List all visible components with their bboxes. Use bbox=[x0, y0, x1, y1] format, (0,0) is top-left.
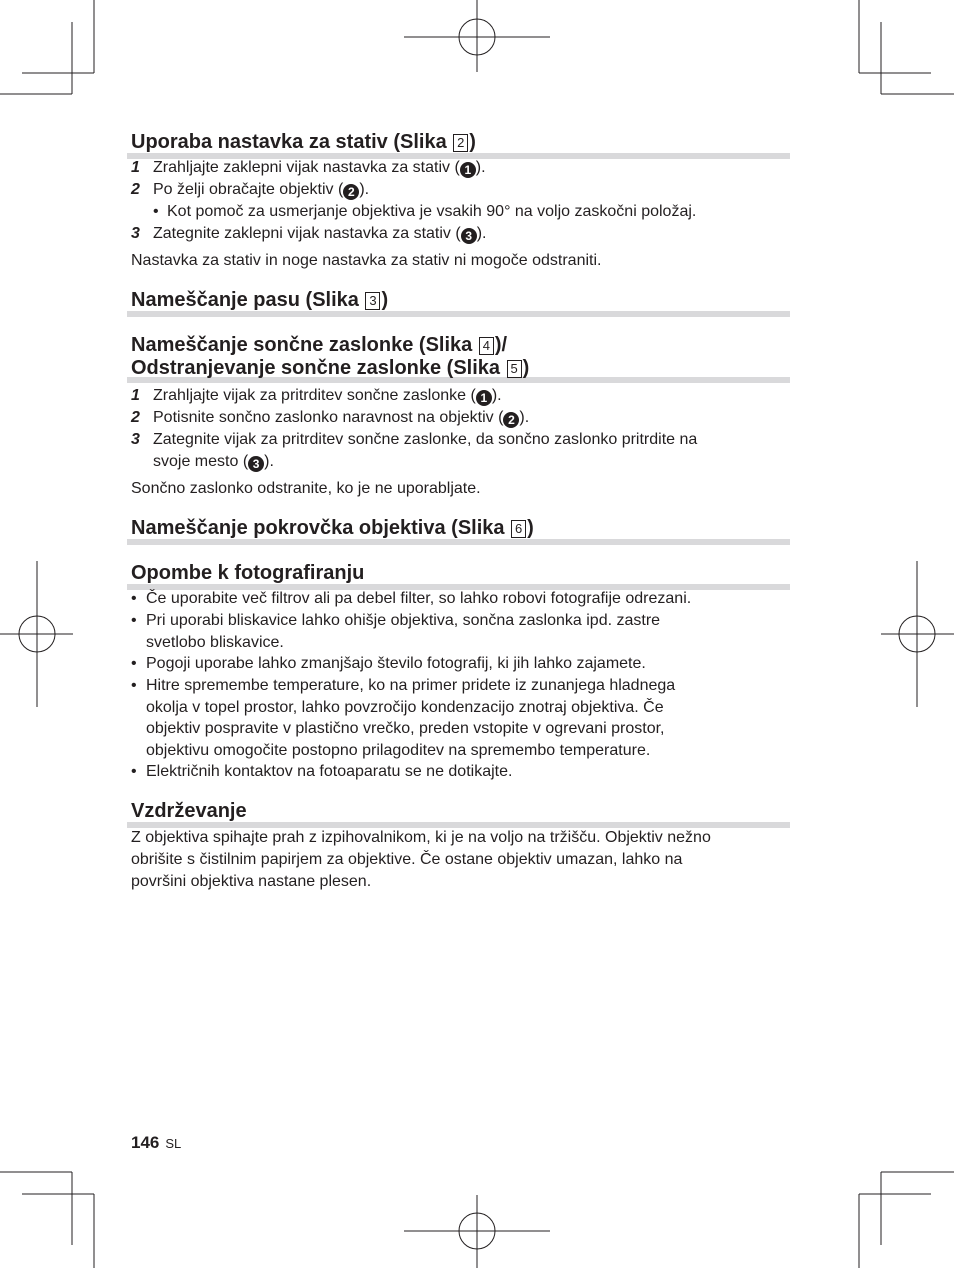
registration-mark bbox=[404, 0, 550, 72]
paragraph-line: Z objektiva spihajte prah z izpihovalnikom, ki je na voljo na tržišču. Objektiv nežno bbox=[131, 829, 711, 846]
heading-text: ) bbox=[527, 517, 534, 539]
step-text: ). bbox=[491, 387, 502, 404]
section-heading-notes bbox=[127, 562, 790, 590]
bullet-text: Pri uporabi bliskavice lahko ohišje objektiva, sončna zaslonka ipd. zastre bbox=[146, 612, 661, 629]
language-code: SL bbox=[165, 1136, 182, 1151]
bullet-text: objektivu omogočite postopno prilagoditev na spremembo temperature. bbox=[146, 742, 651, 759]
step-text: Zrahljajte zaklepni vijak nastavka za stativ ( bbox=[153, 159, 460, 176]
step-text: Zrahljajte vijak za pritrditev sončne zaslonke ( bbox=[153, 387, 476, 404]
figure-ref-box: 5 bbox=[507, 360, 522, 378]
section-heading-strap bbox=[127, 289, 790, 317]
step-number: 3 bbox=[131, 225, 140, 242]
heading-text: Uporaba nastavka za stativ (Slika bbox=[131, 131, 447, 153]
heading-text: Opombe k fotografiranju bbox=[131, 562, 365, 584]
registration-mark bbox=[0, 561, 73, 707]
note-paragraph: Sončno zaslonko odstranite, ko je ne uporabljate. bbox=[131, 480, 481, 497]
bullet-icon: • bbox=[153, 203, 159, 220]
heading-text: Odstranjevanje sončne zaslonke (Slika bbox=[131, 357, 501, 379]
circled-number-icon: 2 bbox=[343, 184, 359, 200]
circled-number-icon: 2 bbox=[503, 412, 519, 428]
step-text: svoje mesto ( bbox=[153, 453, 249, 470]
heading-text: Nameščanje pokrovčka objektiva (Slika bbox=[131, 517, 505, 539]
bullet-icon: • bbox=[131, 655, 137, 672]
bullet-text: objektiv pospravite v plastično vrečko, preden vstopite v ogrevani prostor, bbox=[146, 720, 665, 737]
bullet-icon: • bbox=[131, 612, 137, 629]
bullet-text: Kot pomoč za usmerjanje objektiva je vsakih 90° na voljo zaskočni položaj. bbox=[167, 203, 697, 220]
note-paragraph: Nastavka za stativ in noge nastavka za stativ ni mogoče odstraniti. bbox=[131, 252, 602, 269]
bullet-icon: • bbox=[131, 763, 137, 780]
circled-number-icon: 1 bbox=[476, 390, 492, 406]
step-number: 1 bbox=[131, 387, 140, 404]
bullet-icon: • bbox=[131, 590, 137, 607]
page-number: 146 bbox=[131, 1133, 160, 1152]
heading-text: ) bbox=[381, 289, 389, 311]
bullet-text: svetlobo bliskavice. bbox=[146, 634, 284, 651]
page-footer bbox=[131, 1133, 181, 1153]
step-text: ). bbox=[264, 453, 274, 470]
registration-mark bbox=[404, 1195, 550, 1268]
figure-ref-box: 2 bbox=[453, 134, 468, 152]
heading-text: Nameščanje sončne zaslonke (Slika bbox=[131, 334, 473, 356]
step-text: ). bbox=[519, 409, 530, 426]
circled-number-icon: 3 bbox=[248, 456, 264, 472]
step-number: 1 bbox=[131, 159, 140, 176]
circled-number-icon: 1 bbox=[460, 162, 476, 178]
step-text: ). bbox=[359, 181, 370, 198]
heading-text: )/ bbox=[494, 334, 508, 356]
bullet-text: Pogoji uporabe lahko zmanjšajo število fotografij, ki jih lahko zajamete. bbox=[146, 655, 646, 672]
paragraph-line: obrišite s čistilnim papirjem za objektive. Če ostane objektiv umazan, lahko na bbox=[131, 851, 683, 868]
heading-text: ) bbox=[469, 131, 476, 153]
bullet-text: Hitre spremembe temperature, ko na primer pridete iz zunanjega hladnega bbox=[146, 677, 676, 694]
heading-text: Vzdrževanje bbox=[131, 800, 247, 822]
step-text: Po želji obračajte objektiv ( bbox=[153, 181, 344, 198]
step-text: Zategnite vijak za pritrditev sončne zaslonke, da sončno zaslonko pritrdite na bbox=[153, 431, 698, 448]
bullet-icon: • bbox=[131, 677, 137, 694]
step-text: ). bbox=[476, 225, 487, 242]
heading-text: ) bbox=[522, 357, 530, 379]
step-text: Zategnite zaklepni vijak nastavka za stativ ( bbox=[153, 225, 461, 242]
step-number: 2 bbox=[131, 181, 140, 198]
bullet-text: Električnih kontaktov na fotoaparatu se ne dotikajte. bbox=[146, 763, 513, 780]
figure-ref-box: 4 bbox=[479, 337, 494, 355]
paragraph-line: površini objektiva nastane plesen. bbox=[131, 873, 372, 890]
section-heading-lens-cap bbox=[127, 517, 790, 545]
step-text: ). bbox=[475, 159, 486, 176]
step-text: Potisnite sončno zaslonko naravnost na objektiv ( bbox=[153, 409, 504, 426]
section-heading-maintenance bbox=[127, 800, 790, 828]
section-heading-hood bbox=[127, 334, 790, 383]
figure-ref-box: 6 bbox=[511, 520, 526, 538]
section-heading-tripod bbox=[127, 131, 790, 159]
circled-number-icon: 3 bbox=[461, 228, 477, 244]
bullet-text: Če uporabite več filtrov ali pa debel filter, so lahko robovi fotografije odrezani. bbox=[146, 590, 692, 607]
step-number: 3 bbox=[131, 431, 140, 448]
heading-text: Nameščanje pasu (Slika bbox=[131, 289, 359, 311]
bullet-text: okolja v topel prostor, lahko povzročijo kondenzacijo znotraj objektiva. Če bbox=[146, 699, 664, 716]
step-number: 2 bbox=[131, 409, 140, 426]
figure-ref-box: 3 bbox=[365, 292, 380, 310]
registration-mark bbox=[881, 561, 954, 707]
